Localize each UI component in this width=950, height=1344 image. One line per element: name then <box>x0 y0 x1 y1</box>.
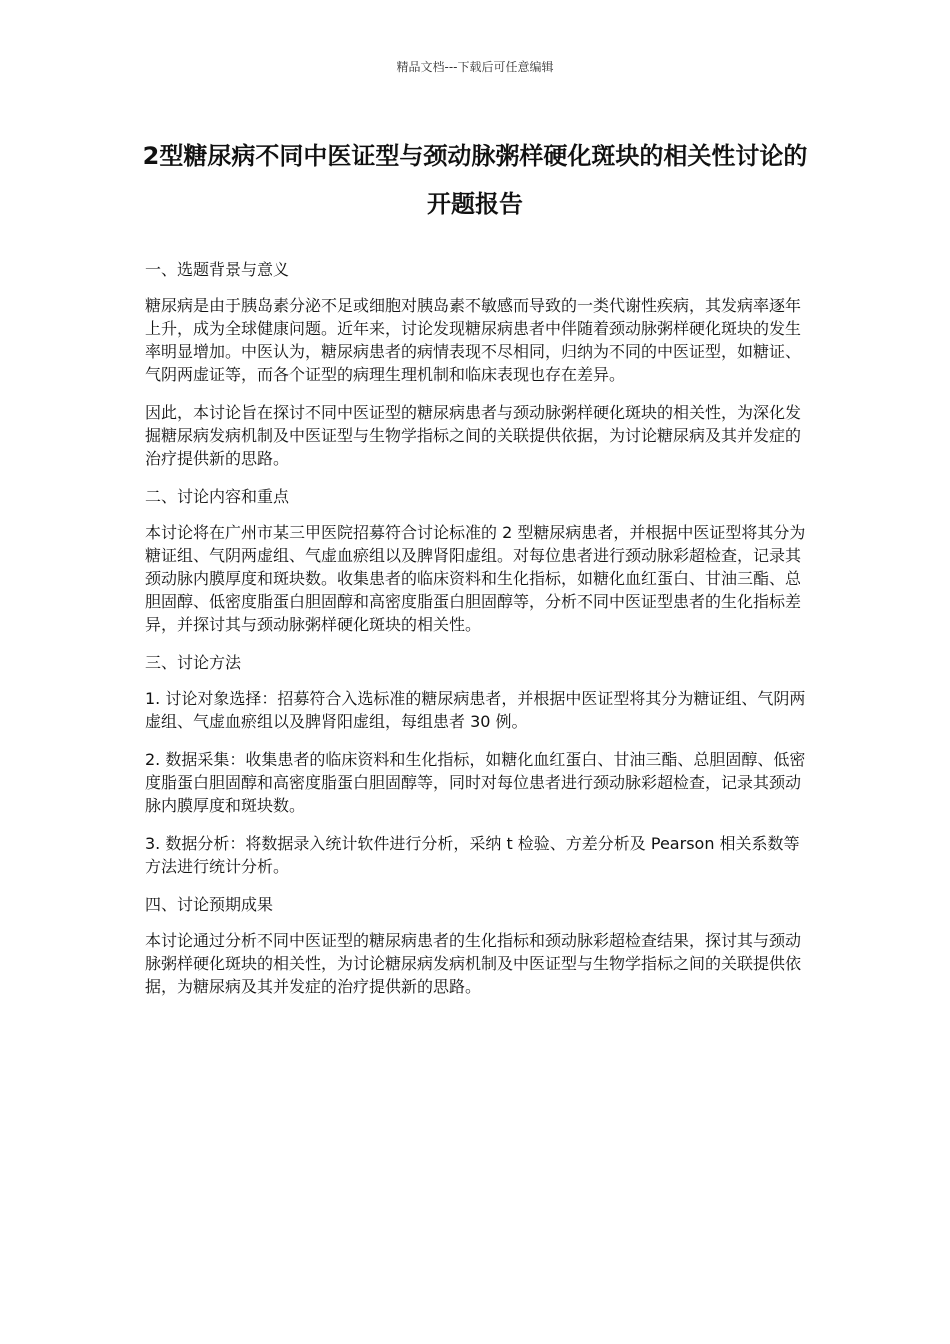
paragraph: 本讨论通过分析不同中医证型的糖尿病患者的生化指标和颈动脉彩超检查结果，探讨其与颈动脉粥样硬化斑块的相关性，为讨论糖尿病发病机制及中医证型与生物学指标之间的关联提供依据，为糖尿病及其并发症的治疗提供新的思路。 <box>145 931 802 996</box>
paragraph: 因此，本讨论旨在探讨不同中医证型的糖尿病患者与颈动脉粥样硬化斑块的相关性，为深化发掘糖尿病发病机制及中医证型与生物学指标之间的关联提供依据，为讨论糖尿病及其并发症的治疗提供新的思路。 <box>145 403 802 468</box>
paragraph: 3. 数据分析：将数据录入统计软件进行分析，采纳 t 检验、方差分析及 Pearson 相关系数等方法进行统计分析。 <box>145 834 800 876</box>
page-header: 精品文档---下载后可任意编辑 <box>396 60 554 74</box>
section-outcomes <box>145 893 810 998</box>
document-body <box>145 258 810 1013</box>
document-title: 2型糖尿病不同中医证型与颈动脉粥样硬化斑块的相关性讨论的开题报告 <box>142 142 808 218</box>
section-methods <box>145 651 810 878</box>
section-content <box>145 485 810 636</box>
section-heading: 四、讨论预期成果 <box>145 895 274 914</box>
section-heading: 二、讨论内容和重点 <box>145 487 290 506</box>
paragraph: 1. 讨论对象选择：招募符合入选标准的糖尿病患者，并根据中医证型将其分为糖证组、气阴两虚组、气虚血瘀组以及脾肾阳虚组，每组患者 30 例。 <box>145 689 806 731</box>
paragraph: 2. 数据采集：收集患者的临床资料和生化指标，如糖化血红蛋白、甘油三酯、总胆固醇、低密度脂蛋白胆固醇和高密度脂蛋白胆固醇等，同时对每位患者进行颈动脉彩超检查，记录其颈动脉内膜厚度和斑块数。 <box>145 750 806 815</box>
paragraph: 本讨论将在广州市某三甲医院招募符合讨论标准的 2 型糖尿病患者，并根据中医证型将其分为糖证组、气阴两虚组、气虚血瘀组以及脾肾阳虚组。对每位患者进行颈动脉彩超检查，记录其颈动脉内膜厚度和斑块数。收集患者的临床资料和生化指标，如糖化血红蛋白、甘油三酯、总胆固醇、低密度脂蛋白胆固醇和高密度脂蛋白胆固醇等，分析不同中医证型患者的生化指标差异，并探讨其与颈动脉粥样硬化斑块的相关性。 <box>145 523 806 634</box>
paragraph: 糖尿病是由于胰岛素分泌不足或细胞对胰岛素不敏感而导致的一类代谢性疾病，其发病率逐年上升，成为全球健康问题。近年来，讨论发现糖尿病患者中伴随着颈动脉粥样硬化斑块的发生率明显增加。中医认为，糖尿病患者的病情表现不尽相同，归纳为不同的中医证型，如糖证、气阴两虚证等，而各个证型的病理生理机制和临床表现也存在差异。 <box>145 296 802 384</box>
section-heading: 一、选题背景与意义 <box>145 260 290 279</box>
section-background <box>145 258 810 470</box>
section-heading: 三、讨论方法 <box>145 653 242 672</box>
